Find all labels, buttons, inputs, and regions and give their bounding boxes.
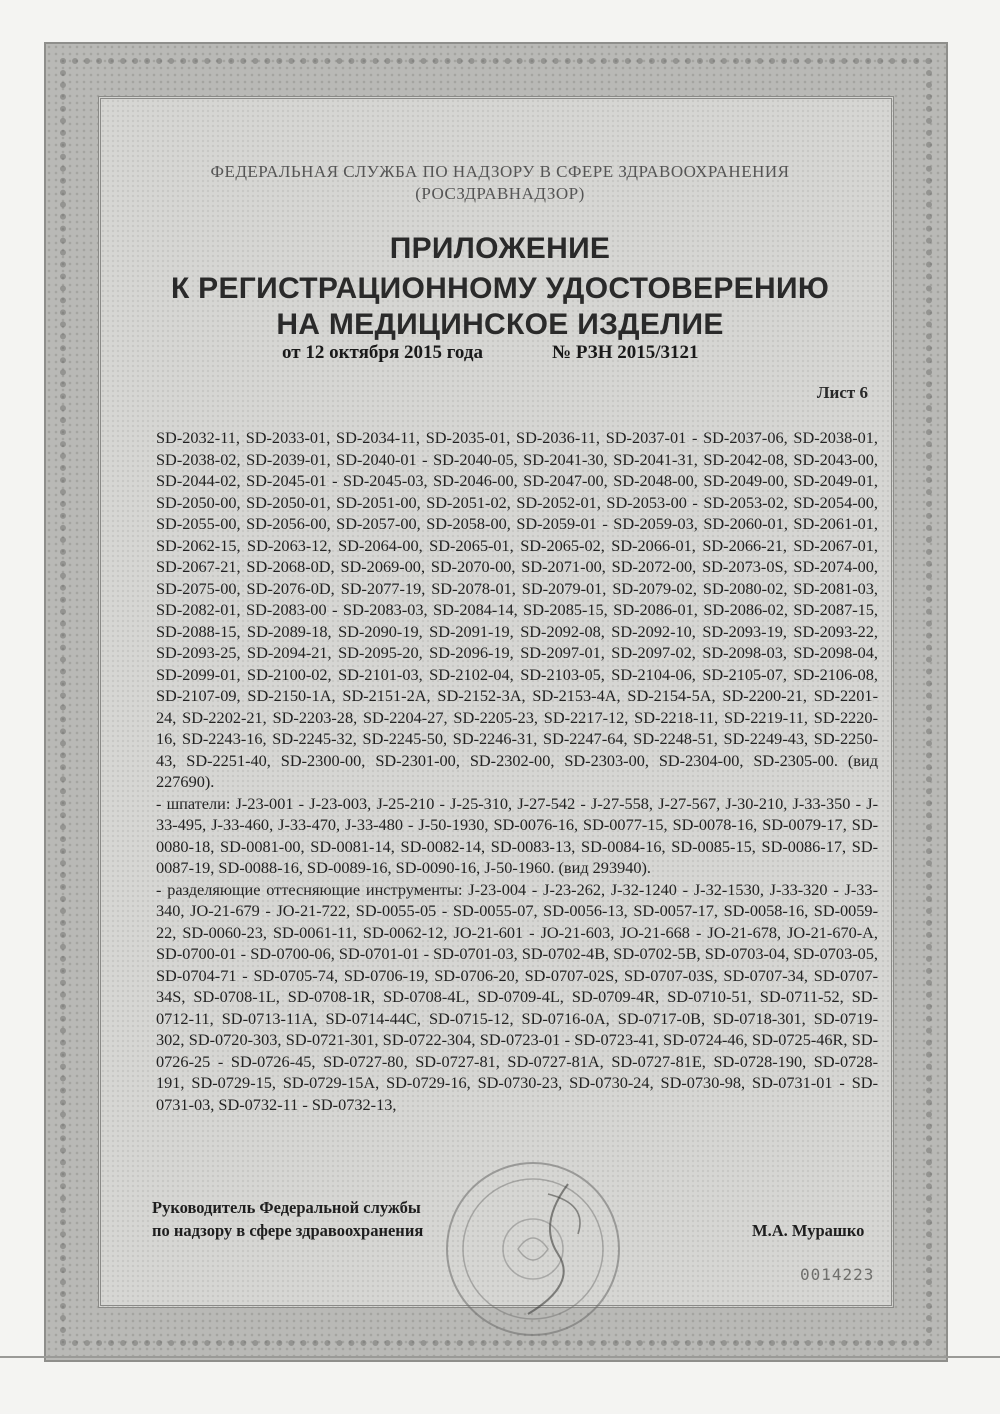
paragraph-catalog-codes: SD-2032-11, SD-2033-01, SD-2034-11, SD-2035-01, SD-2036-11, SD-2037-01 - SD-2037-06, SD-2038-01, SD-2038-02, SD-2039-01, SD-2040-01 - SD-2040-05, SD-2041-30, SD-2041-31, SD-2042-08, SD-2043-00, SD-2044-02, SD-2045-01 - SD-2045-03, SD-2046-00, SD-2047-00, SD-2048-00, SD-2049-00, SD-2049-01, SD-2050-00, SD-2050-01, SD-2051-00, SD-2051-02, SD-2052-01, SD-2053-00 - SD-2053-02, SD-2054-00, SD-2055-00, SD-2056-00, SD-2057-00, SD-2058-00, SD-2059-01 - SD-2059-03, SD-2060-01, SD-2061-01, SD-2062-15, SD-2063-12, SD-2064-00, SD-2065-01, SD-2065-02, SD-2066-01, SD-2066-21, SD-2067-01, SD-2067-21, SD-2068-0D, SD-2069-00, SD-2070-00, SD-2071-00, SD-2072-00, SD-2073-0S, SD-2074-00, SD-2075-00, SD-2076-0D, SD-2077-19, SD-2078-01, SD-2079-01, SD-2079-02, SD-2080-02, SD-2081-03, SD-2082-01, SD-2083-00 - SD-2083-03, SD-2084-14, SD-2085-15, SD-2086-01, SD-2086-02, SD-2087-15, SD-2088-15, SD-2089-18, SD-2090-19, SD-2091-19, SD-2092-08, SD-2092-10, SD-2093-19, SD-2093-22, SD-2093-25, SD-2094-21, SD-2095-20, SD-2096-19, SD-2097-01, SD-2097-02, SD-2098-03, SD-2098-04, SD-2099-01, SD-2100-02, SD-2101-03, SD-2102-04, SD-2103-05, SD-2104-06, SD-2105-07, SD-2106-08, SD-2107-09, SD-2150-1A, SD-2151-2A, SD-2152-3A, SD-2153-4A, SD-2154-5A, SD-2200-21, SD-2201-24, SD-2202-21, SD-2203-28, SD-2204-27, SD-2205-23, SD-2217-12, SD-2218-11, SD-2219-11, SD-2220-16, SD-2243-16, SD-2245-32, SD-2245-50, SD-2246-31, SD-2247-64, SD-2248-51, SD-2249-43, SD-2250-43, SD-2251-40, SD-2300-00, SD-2301-00, SD-2302-00, SD-2303-00, SD-2304-00, SD-2305-00. (вид 227690). — [156, 428, 878, 791]
paragraph-separating-instruments: - разделяющие оттесняющие инструменты: J-23-004 - J-23-262, J-32-1240 - J-32-1530, J-33-320 - J-33-340, JO-21-679 - JO-21-722, SD-0055-05 - SD-0055-07, SD-0056-13, SD-0057-17, SD-0058-16, SD-0059-22, SD-0060-23, SD-0061-11, SD-0062-12, JO-21-601 - JO-21-603, JO-21-668 - JO-21-678, JO-21-670-A, SD-0700-01 - SD-0700-06, SD-0701-01 - SD-0701-03, SD-0702-4B, SD-0702-5B, SD-0703-04, SD-0703-05, SD-0704-71 - SD-0705-74, SD-0706-19, SD-0706-20, SD-0707-02S, SD-0707-03S, SD-0707-34, SD-0707-34S, SD-0708-1L, SD-0708-1R, SD-0708-4L, SD-0709-4L, SD-0709-4R, SD-0710-51, SD-0711-52, SD-0712-11, SD-0713-11A, SD-0714-44C, SD-0715-12, SD-0716-0A, SD-0717-0B, SD-0718-301, SD-0719-302, SD-0720-303, SD-0721-301, SD-0722-304, SD-0723-01 - SD-0723-41, SD-0724-46, SD-0725-46R, SD-0726-25 - SD-0726-45, SD-0727-80, SD-0727-81, SD-0727-81A, SD-0727-81E, SD-0728-190, SD-0728-191, SD-0729-15, SD-0729-15A, SD-0729-16, SD-0730-23, SD-0730-24, SD-0730-98, SD-0731-01 - SD-0731-03, SD-0732-11 - SD-0732-13, — [156, 879, 878, 1114]
signatory-name: М.А. Мурашко — [752, 1221, 865, 1240]
registration-number: № РЗН 2015/3121 — [552, 342, 699, 363]
document-date: от 12 октября 2015 года — [282, 342, 483, 363]
form-serial-number: 0014223 — [800, 1265, 875, 1284]
agency-abbreviation: (РОСЗДРАВНАДЗОР) — [415, 184, 585, 203]
scan-edge-line — [0, 1356, 1000, 1358]
document-subtitle-line1: К РЕГИСТРАЦИОННОМУ УДОСТОВЕРЕНИЮ — [170, 272, 830, 305]
product-list — [156, 427, 878, 1115]
signatory-role: Руководитель Федеральной службы — [152, 1198, 421, 1217]
paragraph-spatulas: - шпатели: J-23-001 - J-23-003, J-25-210 - J-25-310, J-27-542 - J-27-558, J-27-567, J-30-210, J-33-350 - J-33-495, J-33-460, J-33-470, J-33-480 - J-50-1930, SD-0076-16, SD-0077-15, SD-0078-16, SD-0079-17, SD-0080-18, SD-0081-00, SD-0081-14, SD-0082-14, SD-0083-13, SD-0084-16, SD-0085-15, SD-0086-17, SD-0087-19, SD-0088-16, SD-0089-16, SD-0090-16, J-50-1960. (вид 293940). — [156, 793, 878, 877]
agency-name: ФЕДЕРАЛЬНАЯ СЛУЖБА ПО НАДЗОРУ В СФЕРЕ ЗДРАВООХРАНЕНИЯ — [210, 162, 790, 181]
sheet-number: Лист 6 — [816, 383, 868, 402]
signatory-role-continued: по надзору в сфере здравоохранения — [152, 1221, 424, 1240]
document-subtitle-line2: НА МЕДИЦИНСКОЕ ИЗДЕЛИЕ — [276, 308, 724, 341]
document-title: ПРИЛОЖЕНИЕ — [389, 232, 611, 265]
